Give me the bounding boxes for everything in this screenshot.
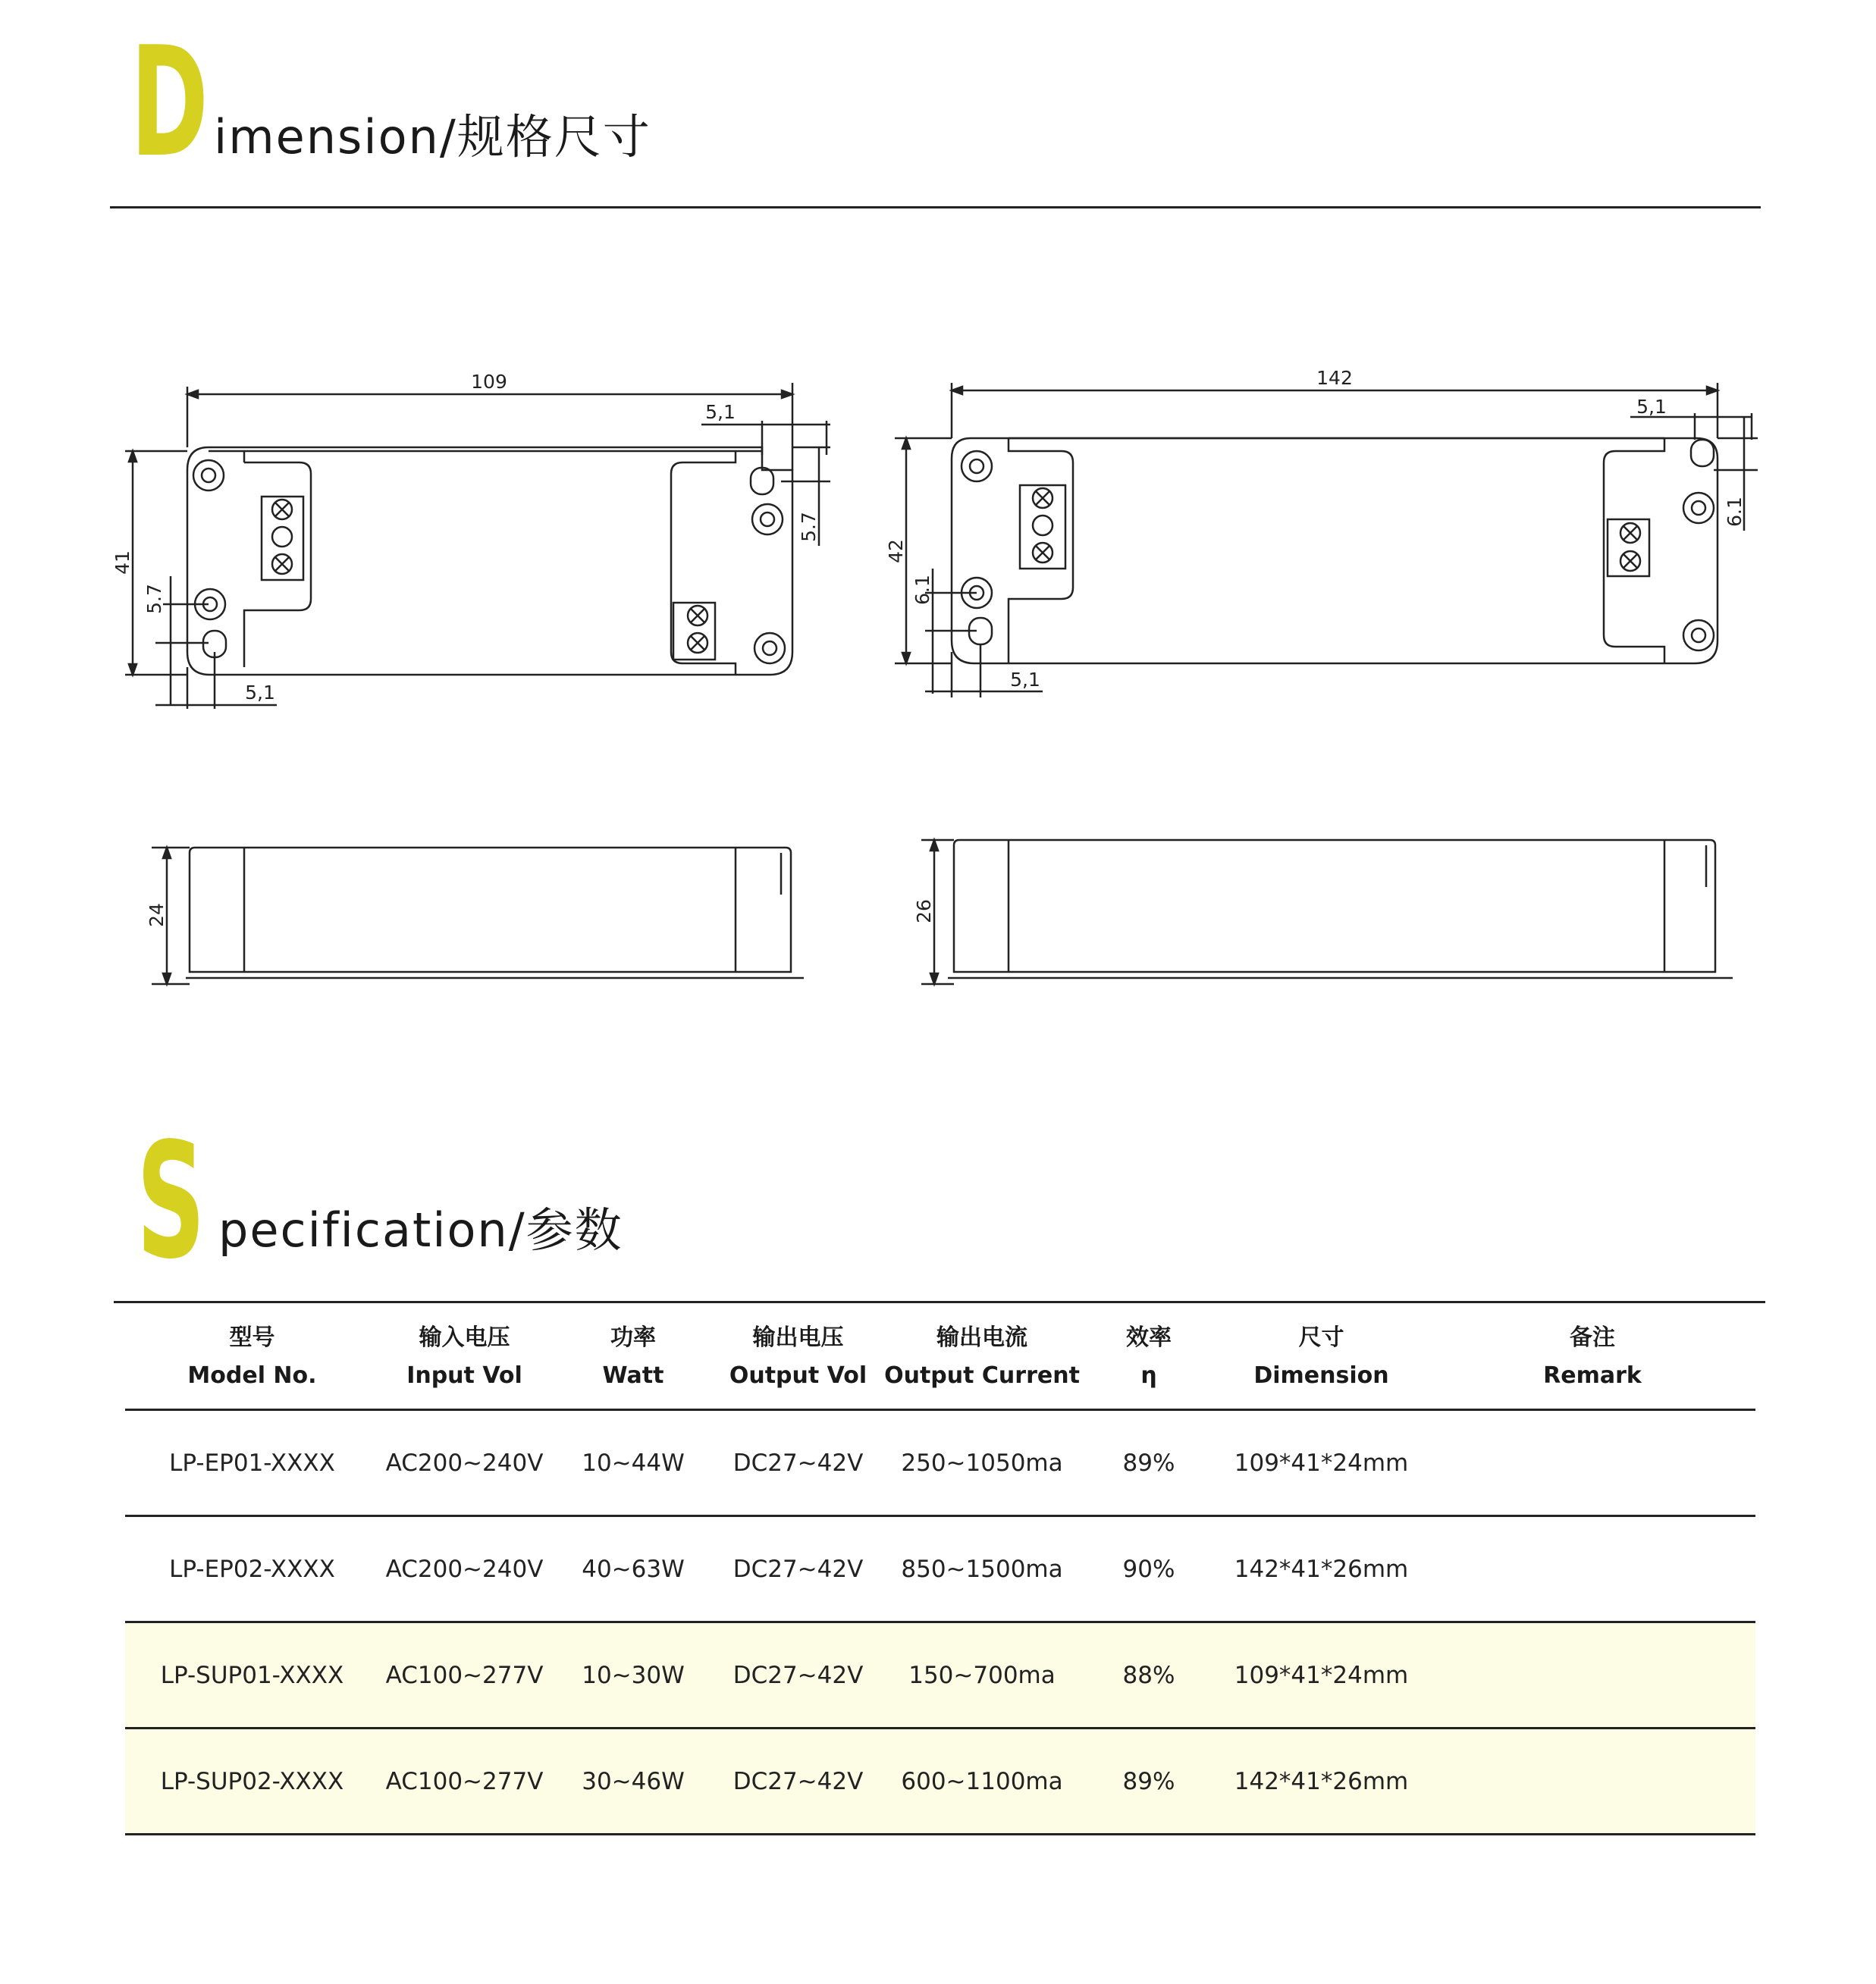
cell-dimension: 142*41*26mm (1234, 1767, 1409, 1795)
cell-output: DC27~42V (733, 1555, 864, 1583)
cell-remark (1429, 1622, 1755, 1729)
cell-remark (1429, 1516, 1755, 1622)
cell-watt: 30~46W (582, 1767, 685, 1795)
left-top-view (125, 383, 830, 984)
right-width-label: 42 (885, 539, 907, 563)
cell-efficiency: 90% (1122, 1555, 1175, 1583)
cell-output: DC27~42V (733, 1767, 864, 1795)
cell-output: DC27~42V (733, 1449, 864, 1477)
cell-watt: 10~44W (582, 1449, 685, 1477)
cell-efficiency: 88% (1122, 1661, 1175, 1689)
left-offset-top-label: 5,1 (705, 401, 736, 423)
header-model: 型号 Model No. (187, 1324, 317, 1389)
left-offset-bottom-label: 5,1 (245, 682, 275, 704)
specification-initial: S (136, 1108, 205, 1294)
cell-input: AC200~240V (385, 1449, 544, 1477)
cell-efficiency: 89% (1122, 1449, 1175, 1477)
left-hole-right-label: 5.7 (798, 512, 820, 542)
cell-current: 250~1050ma (901, 1449, 1063, 1477)
right-hole-left-label: 6.1 (911, 575, 933, 605)
cell-dimension: 142*41*26mm (1234, 1555, 1409, 1583)
dimension-title: imension/规格尺寸 (214, 109, 651, 165)
header-remark: 备注 Remark (1543, 1324, 1642, 1389)
left-width-label: 41 (111, 550, 133, 575)
right-offset-bottom-label: 5,1 (1010, 669, 1040, 691)
specification-divider (114, 1301, 1765, 1303)
cell-output: DC27~42V (733, 1661, 864, 1689)
right-length-label: 142 (1316, 367, 1353, 389)
header-watt: 功率 Watt (602, 1324, 664, 1389)
table-row (125, 1410, 1755, 1516)
cell-watt: 10~30W (582, 1661, 685, 1689)
cell-remark (1429, 1410, 1755, 1516)
cell-input: AC200~240V (385, 1555, 544, 1583)
specification-title: pecification/参数 (218, 1202, 623, 1258)
table-row (125, 1729, 1755, 1835)
cell-watt: 40~63W (582, 1555, 685, 1583)
cell-remark (1429, 1729, 1755, 1835)
header-current: 输出电流 Output Current (884, 1324, 1080, 1389)
cell-model: LP-SUP02-XXXX (160, 1767, 344, 1795)
header-output: 输出电压 Output Vol (729, 1324, 867, 1389)
left-hole-left-label: 5.7 (143, 584, 165, 614)
specification-table (125, 1304, 1755, 1835)
cell-model: LP-EP02-XXXX (169, 1555, 335, 1583)
table-header-row (125, 1304, 1755, 1410)
cell-dimension: 109*41*24mm (1234, 1661, 1409, 1689)
table-row (125, 1516, 1755, 1622)
cell-model: LP-EP01-XXXX (169, 1449, 335, 1477)
dimension-initial: D (130, 14, 209, 191)
right-hole-right-label: 6.1 (1724, 497, 1746, 527)
table-row (125, 1622, 1755, 1729)
header-input: 输入电压 Input Vol (406, 1324, 522, 1389)
right-height-label: 26 (913, 899, 935, 923)
header-efficiency: 效率 η (1126, 1324, 1172, 1389)
cell-efficiency: 89% (1122, 1767, 1175, 1795)
cell-dimension: 109*41*24mm (1234, 1449, 1409, 1477)
cell-input: AC100~277V (385, 1661, 544, 1689)
left-height-label: 24 (146, 903, 168, 927)
cell-current: 150~700ma (908, 1661, 1056, 1689)
header-dimension: 尺寸 Dimension (1253, 1324, 1389, 1389)
cell-input: AC100~277V (385, 1767, 544, 1795)
cell-model: LP-SUP01-XXXX (160, 1661, 344, 1689)
cell-current: 850~1500ma (901, 1555, 1063, 1583)
right-offset-top-label: 5,1 (1636, 396, 1667, 418)
left-length-label: 109 (471, 371, 507, 393)
cell-current: 600~1100ma (901, 1767, 1063, 1795)
